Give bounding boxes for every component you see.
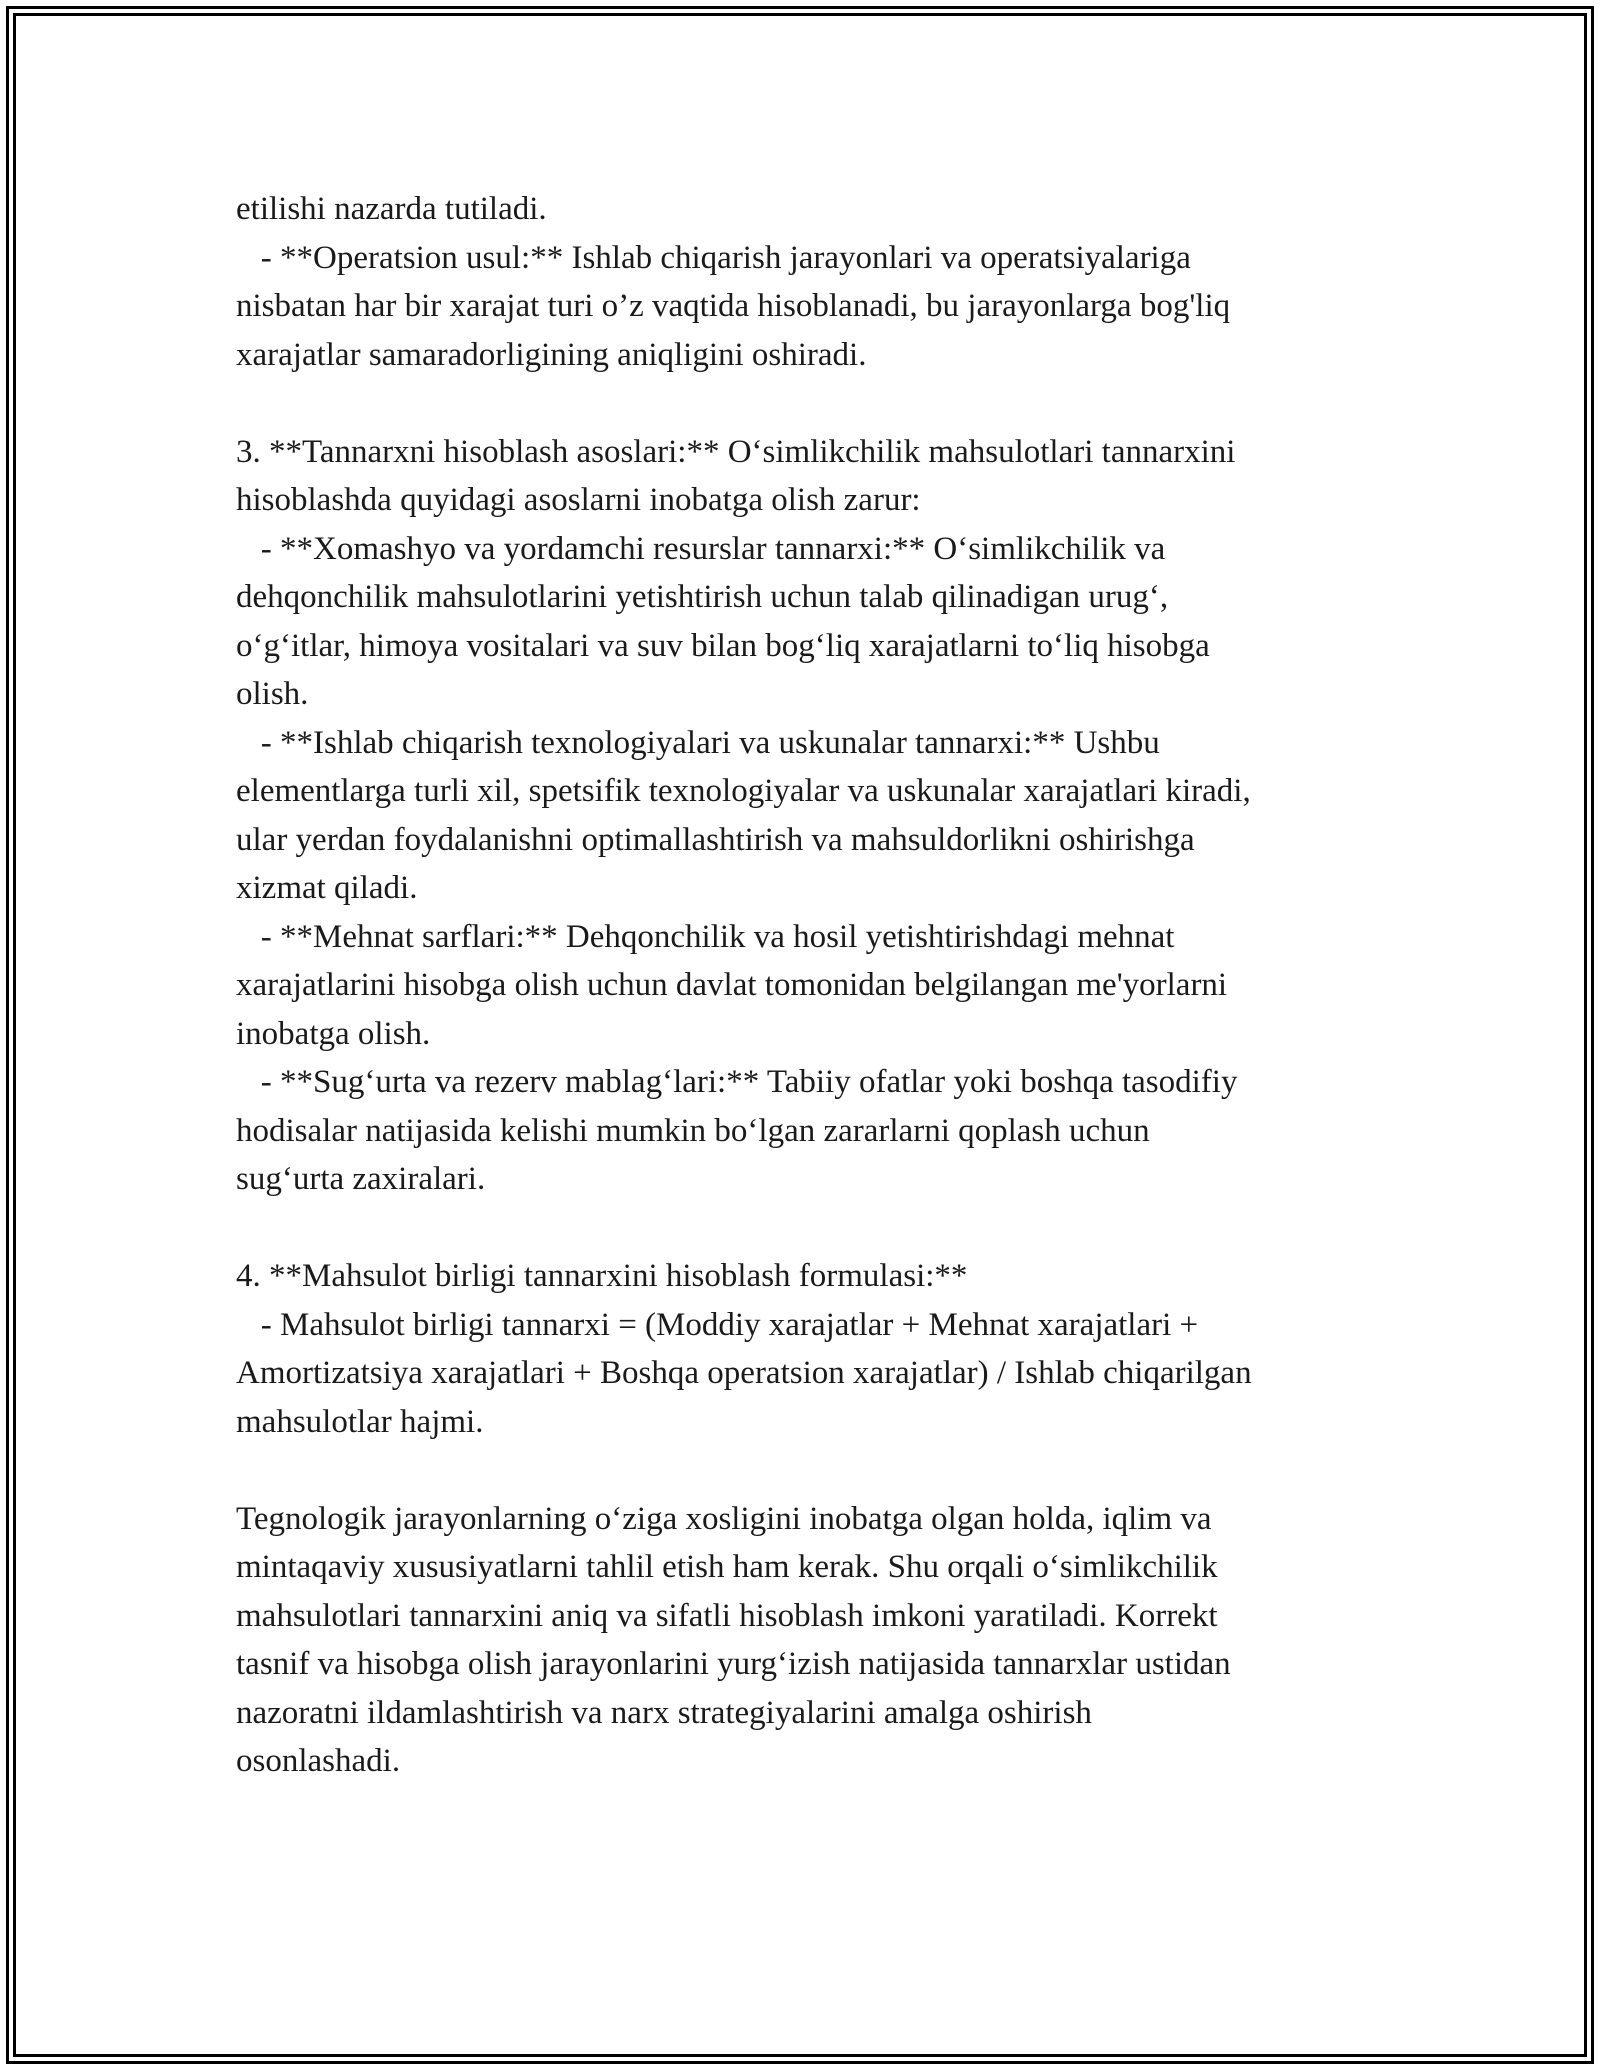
text-line: hisoblashda quyidagi asoslarni inobatga olish zarur: xyxy=(236,482,921,518)
text-line: o‘g‘itlar, himoya vositalari va suv bilan bog‘liq xarajatlarni to‘liq hisobga xyxy=(236,627,1210,664)
text-line: elementlarga turli xil, spetsifik texnologiyalar va uskunalar xarajatlari kiradi, xyxy=(236,773,1251,809)
text-line: nazoratni ildamlashtirish va narx strategiyalarini amalga oshirish xyxy=(236,1694,1092,1731)
text-line: olish. xyxy=(236,676,309,712)
text-line: xarajatlar samaradorligining aniqligini oshiradi. xyxy=(236,336,867,373)
text-line: etilishi nazarda tutiladi. xyxy=(236,191,547,227)
blank-line xyxy=(236,1446,1396,1495)
text-line: inobatga olish. xyxy=(236,1015,431,1052)
text-line: Amortizatsiya xarajatlari + Boshqa operatsion xarajatlar) / Ishlab chiqarilgan xyxy=(236,1355,1252,1391)
text-line: - **Xomashyo va yordamchi resurslar tannarxi:** O‘simlikchilik va xyxy=(236,530,1166,567)
text-line: 3. **Tannarxni hisoblash asoslari:** O‘simlikchilik mahsulotlari tannarxini xyxy=(236,433,1236,470)
text-line: xizmat qiladi. xyxy=(236,870,418,906)
text-line: - **Ishlab chiqarish texnologiyalari va uskunalar tannarxi:** Ushbu xyxy=(236,724,1160,761)
blank-line xyxy=(236,1204,1396,1253)
blank-line xyxy=(236,379,1396,428)
text-line: - **Sug‘urta va rezerv mablag‘lari:** Tabiiy ofatlar yoki boshqa tasodifiy xyxy=(236,1064,1238,1100)
text-line: hodisalar natijasida kelishi mumkin bo‘lgan zararlarni qoplash uchun xyxy=(236,1112,1150,1149)
text-line: nisbatan har bir xarajat turi o’z vaqtida hisoblanadi, bu jarayonlarga bog'liq xyxy=(236,288,1231,324)
text-line: tasnif va hisobga olish jarayonlarini yurg‘izish natijasida tannarxlar ustidan xyxy=(236,1646,1231,1682)
text-line: ular yerdan foydalanishni optimallashtirish va mahsuldorlikni oshirishga xyxy=(236,821,1195,858)
text-line: dehqonchilik mahsulotlarini yetishtirish uchun talab qilinadigan urug‘, xyxy=(236,579,1169,615)
text-line: mintaqaviy xususiyatlarni tahlil etish ham kerak. Shu orqali o‘simlikchilik xyxy=(236,1549,1218,1585)
text-line: mahsulotlari tannarxini aniq va sifatli hisoblash imkoni yaratiladi. Korrekt xyxy=(236,1597,1218,1634)
text-line: 4. **Mahsulot birligi tannarxini hisoblash formulasi:** xyxy=(236,1258,968,1294)
text-line: - **Operatsion usul:** Ishlab chiqarish jarayonlari va operatsiyalariga xyxy=(236,239,1191,276)
text-line: mahsulotlar hajmi. xyxy=(236,1403,484,1440)
text-line: xarajatlarini hisobga olish uchun davlat tomonidan belgilangan me'yorlarni xyxy=(236,967,1228,1003)
text-line: sug‘urta zaxiralari. xyxy=(236,1161,486,1197)
text-line: - **Mehnat sarflari:** Dehqonchilik va hosil yetishtirishdagi mehnat xyxy=(236,918,1175,955)
text-line: Tegnologik jarayonlarning o‘ziga xosligini inobatga olgan holda, iqlim va xyxy=(236,1500,1212,1537)
text-line: - Mahsulot birligi tannarxi = (Moddiy xarajatlar + Mehnat xarajatlari + xyxy=(236,1306,1199,1343)
text-line: osonlashadi. xyxy=(236,1743,401,1779)
document-body xyxy=(236,185,1396,1786)
